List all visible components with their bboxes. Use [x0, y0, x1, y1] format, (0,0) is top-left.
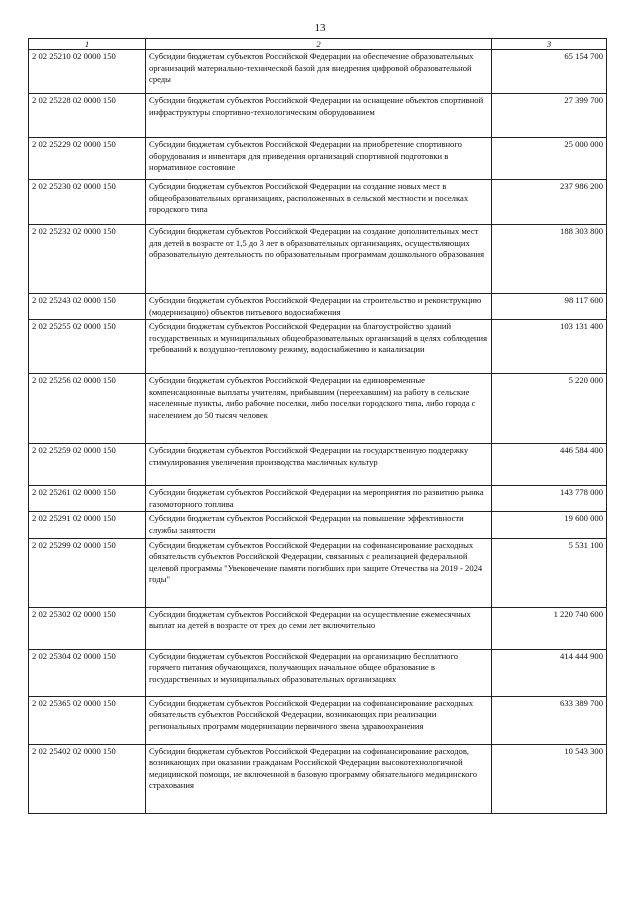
budget-code-cell: 2 02 25230 02 0000 150: [29, 180, 146, 225]
budget-code-cell: 2 02 25402 02 0000 150: [29, 744, 146, 813]
table-row: [29, 138, 607, 180]
budget-code-cell: 2 02 25302 02 0000 150: [29, 607, 146, 649]
subsidy-name-cell: Субсидии бюджетам субъектов Российской Федерации на приобретение спортивного оборудования и инвентаря для приведения организаций спортивной подготовки в нормативное состояние: [146, 138, 492, 180]
budget-code-cell: 2 02 25232 02 0000 150: [29, 225, 146, 294]
subsidy-name-cell: Субсидии бюджетам субъектов Российской Федерации на государственную поддержку стимулирования увеличения производства масличных культур: [146, 444, 492, 486]
subsidy-name-cell: Субсидии бюджетам субъектов Российской Федерации на организацию бесплатного горячего питания обучающихся, получающих начальное общее образование в государственных и муниципальных образовательных организациях: [146, 649, 492, 696]
subsidy-name-cell: Субсидии бюджетам субъектов Российской Федерации на единовременные компенсационные выплаты учителям, прибывшим (переехавшим) на работу в сельские населенные пункты, либо рабочие поселки, либо поселки городского типа, либо города с населением до 50 тысяч человек: [146, 374, 492, 444]
subsidy-name-cell: Субсидии бюджетам субъектов Российской Федерации на софинансирование расходов, возникающих при оказании гражданам Российской Федерации высокотехнологичной медицинской помощи, не включенной в базовую программу обязательного медицинского страхования: [146, 744, 492, 813]
subsidy-name-cell: Субсидии бюджетам субъектов Российской Федерации на оснащение объектов спортивной инфраструктуры спортивно-технологическим оборудованием: [146, 94, 492, 138]
header-row: [29, 39, 607, 50]
table-row: [29, 320, 607, 374]
table-row: [29, 180, 607, 225]
table-row: [29, 696, 607, 744]
amount-cell: 237 986 200: [492, 180, 607, 225]
header-col-amount: 3: [492, 39, 607, 50]
amount-cell: 446 584 400: [492, 444, 607, 486]
amount-cell: 10 543 300: [492, 744, 607, 813]
subsidy-name-cell: Субсидии бюджетам субъектов Российской Федерации на создание новых мест в общеобразовательных организациях, расположенных в сельской местности и поселках городского типа: [146, 180, 492, 225]
subsidy-name-cell: Субсидии бюджетам субъектов Российской Федерации на мероприятия по развитию рынка газомоторного топлива: [146, 486, 492, 512]
budget-code-cell: 2 02 25259 02 0000 150: [29, 444, 146, 486]
table-row: [29, 512, 607, 538]
subsidy-name-cell: Субсидии бюджетам субъектов Российской Федерации на создание дополнительных мест для детей в возрасте от 1,5 до 3 лет в образовательных организациях, осуществляющих образовательную деятельность по образовательным программам дошкольного образования: [146, 225, 492, 294]
budget-code-cell: 2 02 25256 02 0000 150: [29, 374, 146, 444]
table-row: [29, 444, 607, 486]
table-row: [29, 50, 607, 94]
amount-cell: 1 220 740 600: [492, 607, 607, 649]
subsidy-name-cell: Субсидии бюджетам субъектов Российской Федерации на софинансирование расходных обязательств субъектов Российской Федерации, возникающих при реализации региональных программ модернизации первичного звена здравоохранения: [146, 696, 492, 744]
subsidy-name-cell: Субсидии бюджетам субъектов Российской Федерации на благоустройство зданий государственных и муниципальных общеобразовательных организаций в целях соблюдения требований к воздушно-тепловому режиму, водоснабжению и канализации: [146, 320, 492, 374]
table-row: [29, 225, 607, 294]
subsidy-name-cell: Субсидии бюджетам субъектов Российской Федерации на повышение эффективности службы занятости: [146, 512, 492, 538]
amount-cell: 27 399 700: [492, 94, 607, 138]
table-row: [29, 486, 607, 512]
budget-code-cell: 2 02 25299 02 0000 150: [29, 538, 146, 607]
header-col-code: 1: [29, 39, 146, 50]
amount-cell: 633 389 700: [492, 696, 607, 744]
amount-cell: 103 131 400: [492, 320, 607, 374]
amount-cell: 188 303 800: [492, 225, 607, 294]
table-row: [29, 294, 607, 320]
amount-cell: 143 778 000: [492, 486, 607, 512]
page-number: 13: [314, 22, 326, 34]
budget-code-cell: 2 02 25228 02 0000 150: [29, 94, 146, 138]
subsidy-name-cell: Субсидии бюджетам субъектов Российской Федерации на осуществление ежемесячных выплат на детей в возрасте от трех до семи лет включительно: [146, 607, 492, 649]
amount-cell: 414 444 900: [492, 649, 607, 696]
amount-cell: 25 000 000: [492, 138, 607, 180]
amount-cell: 5 531 100: [492, 538, 607, 607]
budget-code-cell: 2 02 25243 02 0000 150: [29, 294, 146, 320]
budget-code-cell: 2 02 25261 02 0000 150: [29, 486, 146, 512]
budget-revenue-table: [28, 38, 607, 814]
subsidy-name-cell: Субсидии бюджетам субъектов Российской Федерации на обеспечение образовательных организаций материально-технической базой для внедрения цифровой образовательной среды: [146, 50, 492, 94]
header-col-name: 2: [146, 39, 492, 50]
amount-cell: 98 117 600: [492, 294, 607, 320]
budget-code-cell: 2 02 25291 02 0000 150: [29, 512, 146, 538]
budget-code-cell: 2 02 25365 02 0000 150: [29, 696, 146, 744]
table-row: [29, 607, 607, 649]
amount-cell: 5 220 000: [492, 374, 607, 444]
amount-cell: 19 600 000: [492, 512, 607, 538]
table-row: [29, 649, 607, 696]
table-row: [29, 744, 607, 813]
subsidy-name-cell: Субсидии бюджетам субъектов Российской Федерации на строительство и реконструкцию (модернизацию) объектов питьевого водоснабжения: [146, 294, 492, 320]
budget-code-cell: 2 02 25210 02 0000 150: [29, 50, 146, 94]
budget-code-cell: 2 02 25229 02 0000 150: [29, 138, 146, 180]
amount-cell: 65 154 700: [492, 50, 607, 94]
table-row: [29, 374, 607, 444]
table-row: [29, 94, 607, 138]
budget-code-cell: 2 02 25255 02 0000 150: [29, 320, 146, 374]
subsidy-name-cell: Субсидии бюджетам субъектов Российской Федерации на софинансирование расходных обязательств субъектов Российской Федерации, связанных с реализацией федеральной целевой программы "Увековечение памяти погибших при защите Отечества на 2019 - 2024 годы": [146, 538, 492, 607]
budget-code-cell: 2 02 25304 02 0000 150: [29, 649, 146, 696]
table-row: [29, 538, 607, 607]
